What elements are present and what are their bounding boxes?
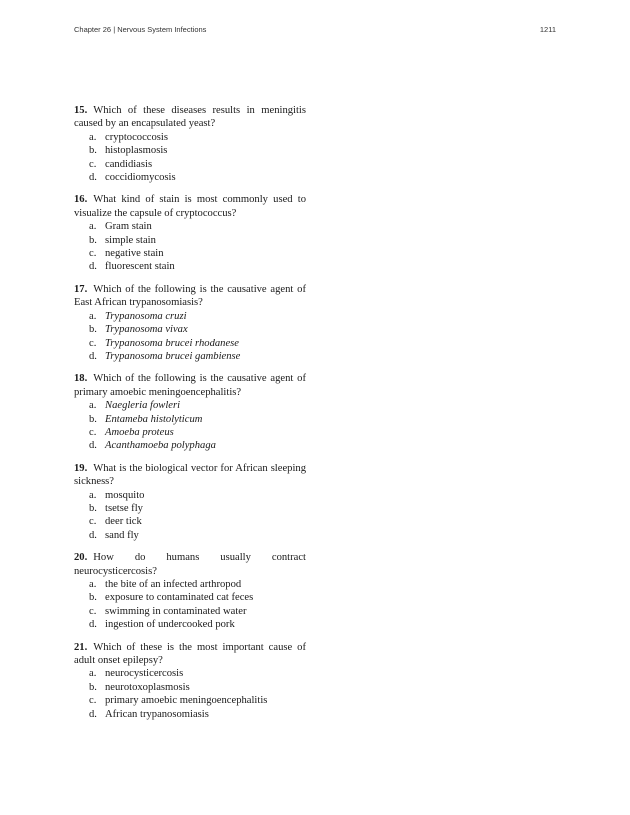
option-text: cryptococcosis bbox=[105, 131, 168, 143]
answer-options bbox=[74, 489, 306, 543]
answer-option bbox=[74, 247, 306, 260]
answer-option bbox=[74, 171, 306, 184]
option-text: simple stain bbox=[105, 234, 156, 246]
question-number: 19. bbox=[74, 462, 88, 474]
question-stem bbox=[74, 462, 306, 489]
option-letter: c. bbox=[89, 248, 97, 260]
question-stem bbox=[74, 104, 306, 131]
option-letter: d. bbox=[89, 529, 97, 541]
option-letter: a. bbox=[89, 668, 97, 680]
option-letter: a. bbox=[89, 489, 97, 501]
option-text: African trypanosomiasis bbox=[105, 708, 209, 720]
option-letter: d. bbox=[89, 261, 97, 273]
option-letter: a. bbox=[89, 400, 97, 412]
option-letter: c. bbox=[89, 516, 97, 528]
answer-option bbox=[74, 708, 306, 721]
answer-options bbox=[74, 578, 306, 632]
option-letter: b. bbox=[89, 592, 97, 604]
answer-option bbox=[74, 618, 306, 631]
answer-option bbox=[74, 439, 306, 452]
question-18 bbox=[74, 372, 306, 452]
option-letter: d. bbox=[89, 440, 97, 452]
answer-options bbox=[74, 667, 306, 721]
answer-option bbox=[74, 578, 306, 591]
question-stem bbox=[74, 193, 306, 220]
answer-option bbox=[74, 413, 306, 426]
question-19 bbox=[74, 462, 306, 542]
question-stem bbox=[74, 372, 306, 399]
question-text: How do humans usually contract neurocysticercosis? bbox=[74, 552, 306, 577]
question-20 bbox=[74, 551, 306, 631]
option-text: Trypanosoma brucei rhodanese bbox=[105, 337, 239, 349]
option-letter: d. bbox=[89, 708, 97, 720]
option-letter: b. bbox=[89, 145, 97, 157]
option-text: tsetse fly bbox=[105, 502, 143, 514]
option-letter: d. bbox=[89, 619, 97, 631]
option-letter: d. bbox=[89, 350, 97, 362]
answer-option bbox=[74, 529, 306, 542]
question-stem bbox=[74, 551, 306, 578]
answer-option bbox=[74, 694, 306, 707]
question-text: Which of these is the most important cause of adult onset epilepsy? bbox=[74, 641, 306, 667]
answer-option bbox=[74, 220, 306, 233]
option-letter: c. bbox=[89, 158, 97, 170]
question-number: 17. bbox=[74, 283, 88, 295]
option-text: the bite of an infected arthropod bbox=[105, 579, 242, 590]
answer-option bbox=[74, 591, 306, 604]
question-text: What kind of stain is most commonly used to visualize the capsule of cryptococcus? bbox=[74, 194, 306, 219]
answer-option bbox=[74, 350, 306, 363]
question-16 bbox=[74, 193, 306, 273]
option-letter: b. bbox=[89, 413, 97, 425]
option-letter: b. bbox=[89, 324, 97, 336]
question-stem bbox=[74, 641, 306, 668]
option-letter: a. bbox=[89, 579, 97, 590]
option-text: Trypanosoma cruzi bbox=[105, 310, 187, 322]
option-letter: c. bbox=[89, 337, 97, 349]
answer-option bbox=[74, 502, 306, 515]
answer-option bbox=[74, 489, 306, 502]
answer-option bbox=[74, 310, 306, 323]
option-text: swimming in contaminated water bbox=[105, 605, 247, 617]
answer-option bbox=[74, 515, 306, 528]
option-text: coccidiomycosis bbox=[105, 172, 176, 184]
option-letter: c. bbox=[89, 426, 97, 438]
question-15 bbox=[74, 104, 306, 184]
option-text: histoplasmosis bbox=[105, 145, 168, 157]
answer-option bbox=[74, 131, 306, 144]
question-number: 20. bbox=[74, 552, 88, 564]
option-text: exposure to contaminated cat feces bbox=[105, 592, 254, 604]
question-text: What is the biological vector for African sleeping sickness? bbox=[74, 462, 306, 488]
option-letter: c. bbox=[89, 695, 97, 707]
answer-option bbox=[74, 158, 306, 171]
option-letter: b. bbox=[89, 502, 97, 514]
option-text: Entameba histolyticum bbox=[105, 413, 203, 425]
option-text: Acanthamoeba polyphaga bbox=[105, 440, 216, 452]
question-text: Which of the following is the causative agent of East African trypanosomiasis? bbox=[74, 283, 306, 309]
answer-option bbox=[74, 260, 306, 273]
answer-options bbox=[74, 131, 306, 185]
option-letter: b. bbox=[89, 681, 97, 693]
option-text: ingestion of undercooked pork bbox=[105, 619, 235, 631]
option-letter: d. bbox=[89, 172, 97, 184]
option-text: Trypanosoma vivax bbox=[105, 324, 188, 336]
question-number: 21. bbox=[74, 641, 88, 653]
option-text: neurotoxoplasmosis bbox=[105, 681, 190, 693]
question-number: 15. bbox=[74, 105, 88, 116]
answer-option bbox=[74, 323, 306, 336]
option-letter: a. bbox=[89, 131, 97, 143]
option-text: fluorescent stain bbox=[105, 261, 175, 273]
option-text: neurocysticercosis bbox=[105, 668, 184, 680]
answer-option bbox=[74, 426, 306, 439]
chapter-title: Chapter 26 | Nervous System Infections bbox=[74, 25, 207, 34]
option-text: mosquito bbox=[105, 489, 145, 501]
option-text: Amoeba proteus bbox=[105, 426, 174, 438]
question-17 bbox=[74, 283, 306, 363]
answer-option bbox=[74, 337, 306, 350]
question-21 bbox=[74, 641, 306, 721]
question-stem bbox=[74, 283, 306, 310]
option-text: candidiasis bbox=[105, 158, 153, 170]
question-list bbox=[74, 104, 306, 730]
option-text: primary amoebic meningoencephalitis bbox=[105, 695, 268, 707]
answer-option bbox=[74, 681, 306, 694]
option-letter: a. bbox=[89, 310, 97, 322]
answer-option bbox=[74, 667, 306, 680]
option-letter: c. bbox=[89, 605, 97, 617]
option-text: Gram stain bbox=[105, 221, 152, 233]
option-text: negative stain bbox=[105, 248, 164, 260]
question-number: 18. bbox=[74, 373, 88, 385]
option-text: deer tick bbox=[105, 516, 142, 528]
option-text: sand fly bbox=[105, 529, 139, 541]
answer-option bbox=[74, 234, 306, 247]
answer-options bbox=[74, 399, 306, 453]
question-text: Which of the following is the causative agent of primary amoebic meningoencephalitis? bbox=[74, 373, 306, 398]
answer-options bbox=[74, 310, 306, 364]
option-text: Naegleria fowleri bbox=[105, 400, 181, 412]
question-number: 16. bbox=[74, 194, 88, 206]
answer-options bbox=[74, 220, 306, 274]
answer-option bbox=[74, 144, 306, 157]
question-text: Which of these diseases results in meningitis caused by an encapsulated yeast? bbox=[74, 105, 306, 130]
option-text: Trypanosoma brucei gambiense bbox=[105, 350, 241, 362]
page-number: 1211 bbox=[539, 25, 556, 34]
answer-option bbox=[74, 399, 306, 412]
answer-option bbox=[74, 605, 306, 618]
option-letter: a. bbox=[89, 221, 97, 233]
page-header bbox=[74, 25, 556, 34]
option-letter: b. bbox=[89, 234, 97, 246]
